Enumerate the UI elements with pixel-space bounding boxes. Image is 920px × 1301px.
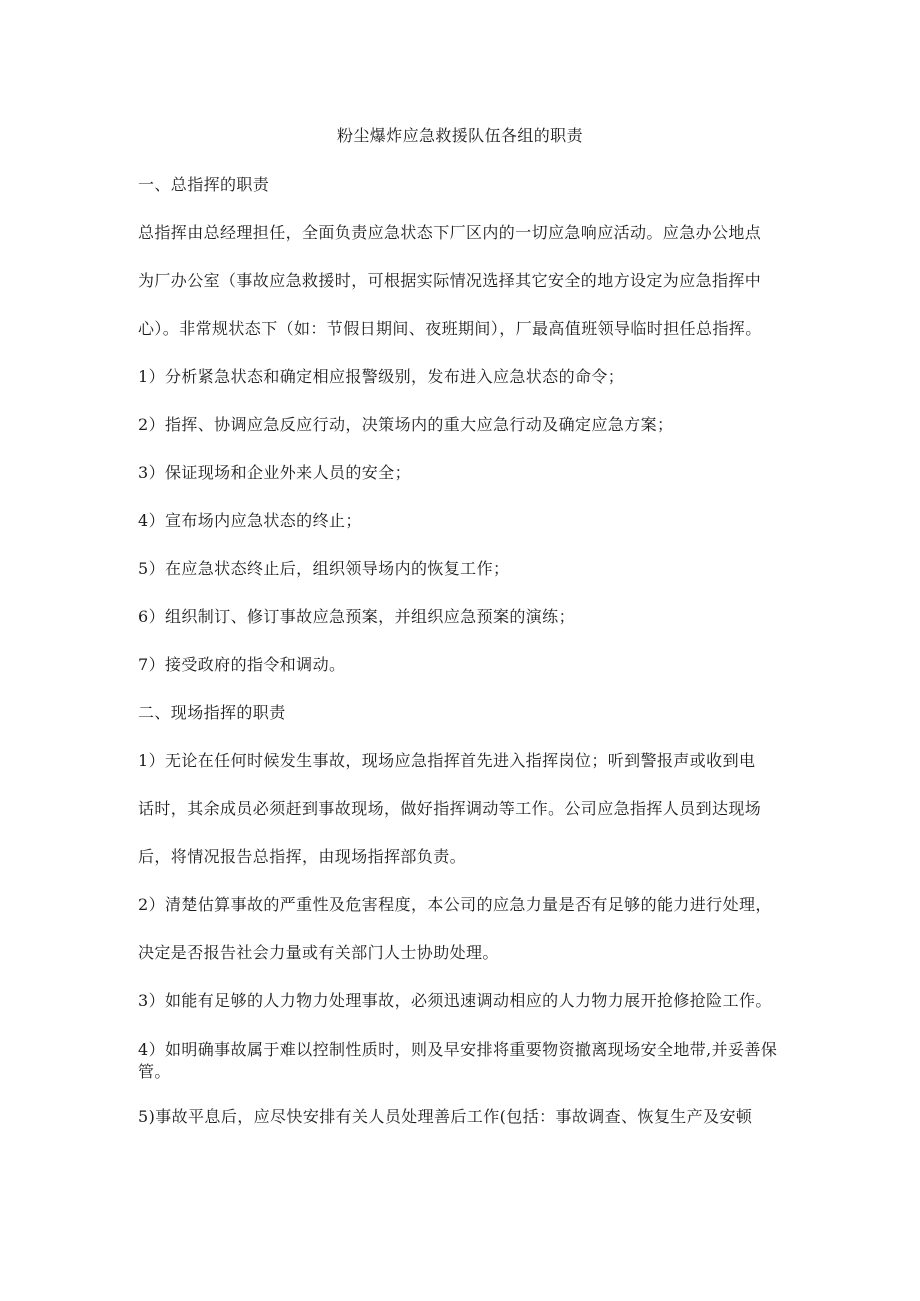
list-item: 2）指挥、协调应急反应行动，决策场内的重大应急行动及确定应急方案； [138,415,674,434]
list-item: 1）分析紧急状态和确定相应报警级别，发布进入应急状态的命令； [138,367,625,386]
list-item: 4）如明确事故属于难以控制性质时，则及早安排将重要物资撤离现场安全地带,并妥善保管。 [138,1040,778,1081]
list-item: 6）组织制订、修订事故应急预案，并组织应急预案的演练； [138,607,575,626]
list-item: 3）保证现场和企业外来人员的安全； [138,463,411,482]
paragraph-line: 决定是否报告社会力量或有关部门人士协助处理。 [138,943,499,962]
list-item: 3）如能有足够的人力物力处理事故，必须迅速调动相应的人力物力展开抢修抢险工作。 [138,991,772,1010]
list-item: 7）接受政府的指令和调动。 [138,655,346,674]
list-item: 5)事故平息后，应尽快安排有关人员处理善后工作(包括：事故调查、恢复生产及安顿 [138,1107,753,1126]
list-item: 5）在应急状态终止后，组织领导场内的恢复工作； [138,559,510,578]
paragraph-line: 后，将情况报告总指挥，由现场指挥部负责。 [138,847,467,866]
document-title: 粉尘爆炸应急救援队伍各组的职责 [336,126,583,145]
section-heading-site-commander: 二、现场指挥的职责 [138,703,286,722]
section-heading-commander: 一、总指挥的职责 [138,175,270,194]
paragraph-line: 1）无论在任何时候发生事故，现场应急指挥首先进入指挥岗位；听到警报声或收到电 [138,751,756,770]
paragraph-line: 2）清楚估算事故的严重性及危害程度，本公司的应急力量是否有足够的能力进行处理， [138,895,772,914]
paragraph-line: 心）。非常规状态下（如：节假日期间、夜班期间），厂最高值班领导临时担任总指挥。 [138,319,762,338]
list-item: 4）宣布场内应急状态的终止； [138,511,362,530]
paragraph-line: 话时，其余成员必须赶到事故现场，做好指挥调动等工作。公司应急指挥人员到达现场 [138,799,762,818]
paragraph-line: 总指挥由总经理担任，全面负责应急状态下厂区内的一切应急响应活动。应急办公地点 [138,223,762,242]
paragraph-line: 为厂办公室（事故应急救援时，可根据实际情况选择其它安全的地方设定为应急指挥中 [138,271,762,290]
